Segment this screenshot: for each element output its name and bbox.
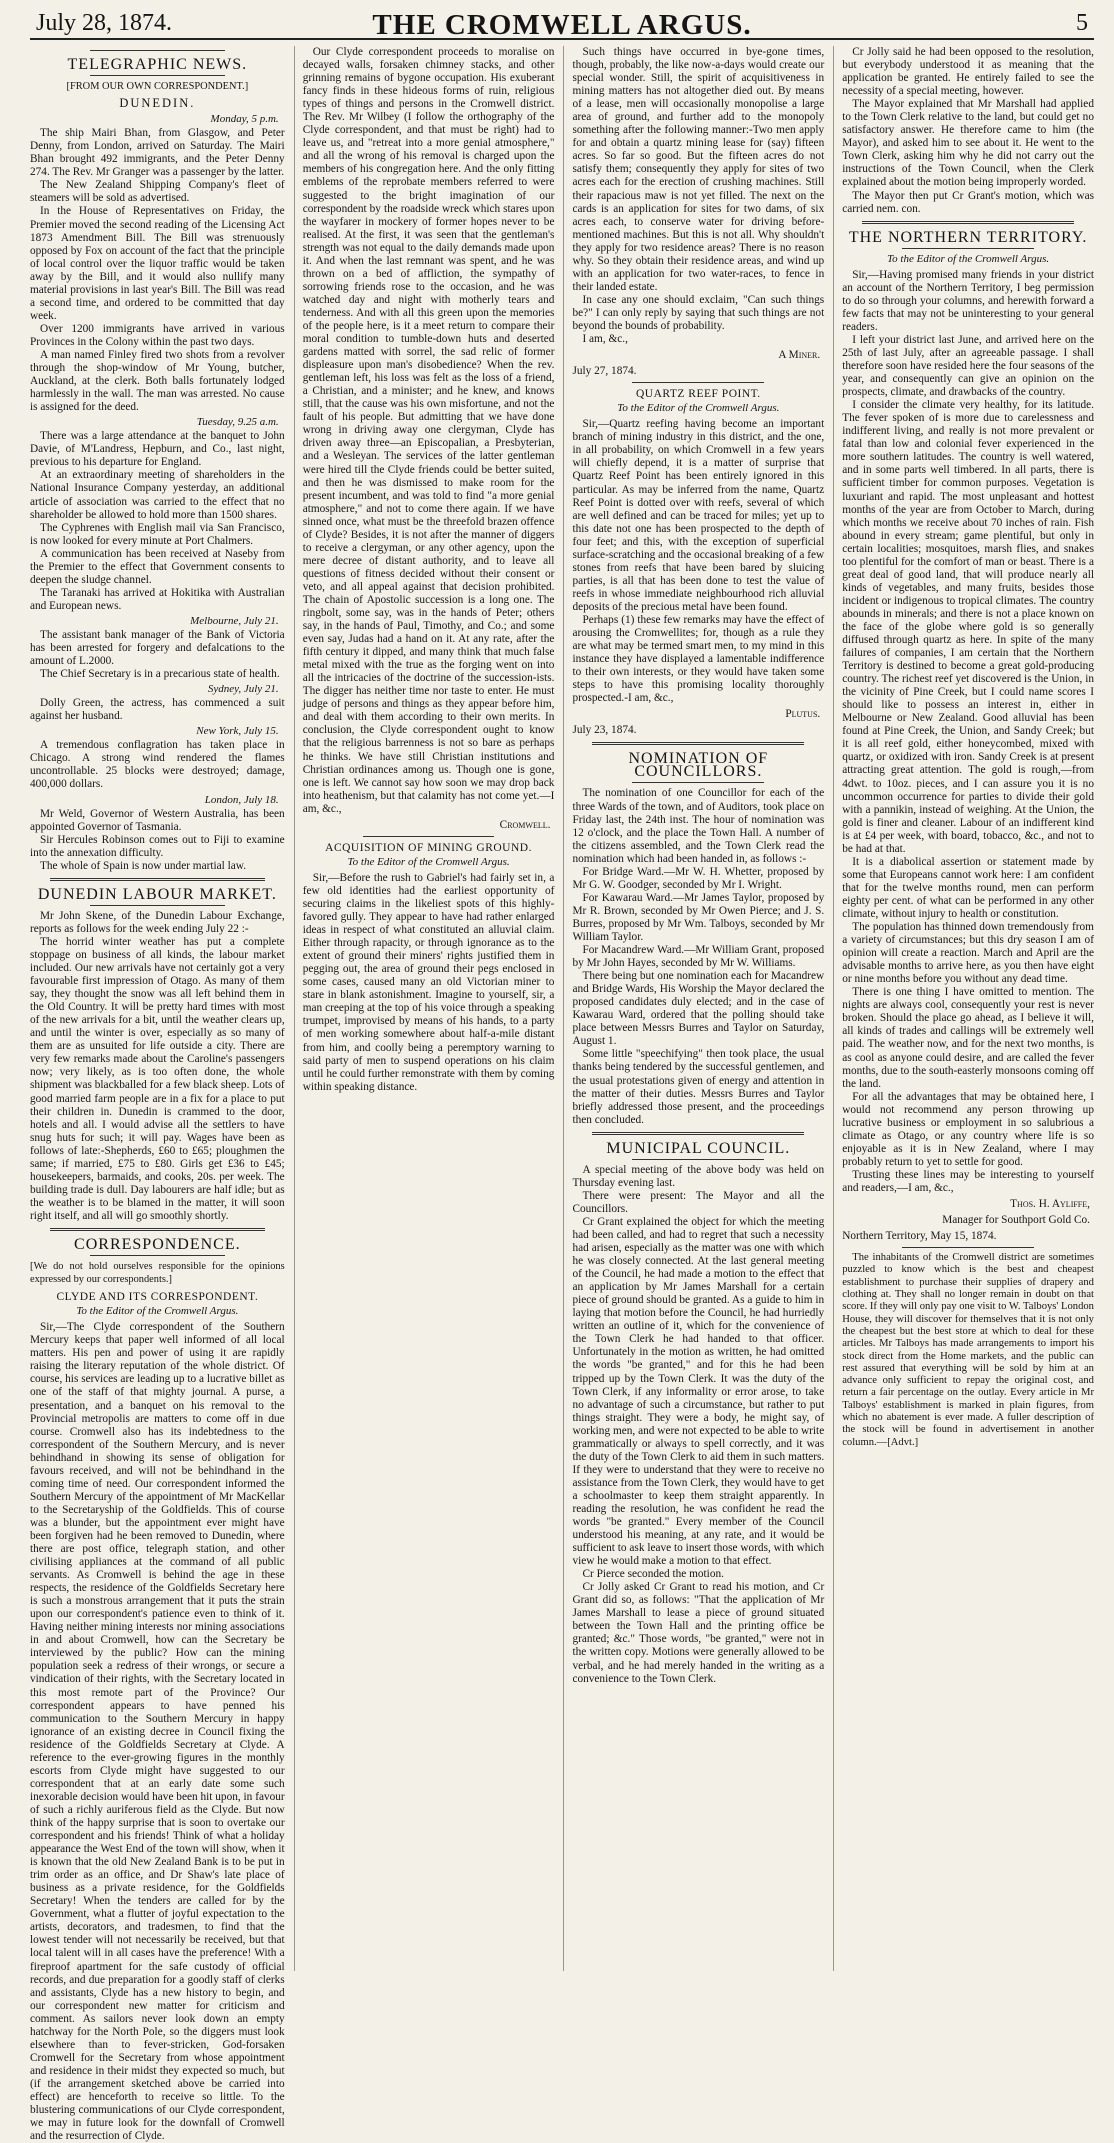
dateline: Sydney, July 21.: [207, 683, 279, 696]
paragraph: Sir,—The Clyde correspondent of the Southern Mercury keeps that paper well informed of all local matters. His pen and power of using it are rapidly raising the literary reputation of the whole district. Of course, his services are leading up to a lucrative billet as one of the staff of that mighty journal. A purse, a presentation, and a banquet on his removal to the Provincial metropolis are matters to come off in due course. Cromwell also has its indebtedness to the correspondent of the Southern Mercury, and is never behindhand in showing its sense of obligation for favours received, and will not be behindhand in the coming time of need. Our correspondent informed the Southern Mercury of the appointment of Mr MacKellar to the Secretaryship of the Goldfields. This of course was a blunder, but the appointment ever might have been forgiven had he been removed to Dunedin, where there are post office, telegraph station, and other civilising appliances at the command of all public servants. As Cromwell is behind the age in these respects, the residence of the Goldfields Secretary here is such a monstrous arrangement that it puts the strain upon our correspondent's patience even to think of it. Having neither mining interests nor mining associations in and about Cromwell, how can the Secretary be interviewed by the public? How can the mining population seek a redress of their wrongs, or secure a vindication of their rights, with the Secretary located in this most remote part of the Province? Our correspondent appears to have penned his communication to the Southern Mercury in happy ignorance of an existing decree in Council fixing the residence of the Goldfields Secretary at Clyde. A reference to the ever-growing figures in the monthly escorts from Clyde might have suggested to our correspondent that at an early date some such inexorable decision would have been hit upon, in favour of such a richly auriferous field as the Clyde. But now think of the happy surprise that is soon to overtake our correspondent and his friends! Think of what a holiday appearance the West End of the town will show, when it is known that the old New Zealand Bank is to be put in trim order as an office, and Dr Shaw's late place of business as a private residence, for the Goldfields Secretary! When the tenders are called for by the Government, what a flutter of joyful expectation to the artists, decorators, and tradesmen, to find that the lowest tender will not necessarily be received, but that local talent will in all cases have the preference! With a fireproof apartment for the safe custody of official records, and due preparation for a goodly staff of clerks and assistants, Clyde has a new history to begin, and our correspondent new matter for criticism and comment. As sailors never look down an empty hatchway for the North Pole, so the diggers must look elsewhere than to fever-stricken, God-forsaken Cromwell for the Secretary from whose appointment and residence in their midst they expected so much, but (if the arrangement sketched above be carried into effect) are henceforth to receive so little. To the blustering communications of our Clyde correspondent, we may in future look for the downfall of Cromwell and the resurrection of Clyde.: [30, 1321, 285, 2143]
to-editor: To the Editor of the Cromwell Argus.: [76, 1305, 239, 1318]
paragraph: The horrid winter weather has put a complete stoppage on business of all kinds, the labour market included. Our new arrivals have not certainly got a very favourable first impression of Otago. As many of them say, they thought the snow was all left behind them in the Old Country. It will be pretty hard times with most of the new arrivals for a bit, until the weather clears up, and until the winter is over, especially as so many of them are as unsuited for life outside a city. There are very few remarks made about the Caroline's passengers now; very likely, as is too often done, the whole shipment was blackballed for a few black sheep. Lots of good married farm people are in a fix for a place to put their children in. Dunedin is crammed to the door, hotels and all. I would advise all the settlers to have snug huts for such; it will pay. Wages have been as follows of late:-Shepherds, £60 to £65; ploughmen the same; if married, £75 to £80. Girls get £36 to £45; housekeepers, barmaids, and cooks, 20s. per week. The building trade is dull. Day labourers are half idle; but as the weather is to be blamed in the matter, it will soon right itself, and all will go smoothly shortly.: [30, 935, 285, 1222]
paragraph: In the House of Representatives on Friday, the Premier moved the second reading of the Licensing Act 1873 Amendment Bill. The Bill was strenuously opposed by Fox on account of the fact that the principle of local control over the liquor traffic would be taken away by the Bill, and it would also nullify many material provisions in last year's Bill. The Bill was read a second time, and ordered to be committed that day week.: [30, 205, 285, 322]
signature: Cromwell.: [499, 818, 551, 831]
paragraph: Such things have occurred in bye-gone times, though, probably, the like now-a-days would create our special wonder. Still, the spirit of acquisitiveness in mining matters has not altogether died out. By means of a lease, men will occasionally monopolise a large area of ground, and further add to the monopoly something after the following manner:-Two men apply for and obtain a quartz mining lease for (say) fifteen acres. So far so good. But the fifteen acres do not satisfy them; consequently they apply for sites of two acres each for the erection of crushing machines. Still their rapacious maw is not yet filled. The next on the cards is an application for sites for two dams, of six acres each, to conserve water for driving before-mentioned machines. But this is not all. Why shouldn't they apply for two residence areas? There is no reason why. So they obtain their residence areas, and wind up with an application for two water-races, to fence in their landed estate.: [572, 46, 825, 293]
paragraph: Cr Grant explained the object for which the meeting had been called, and had to regret that such a necessity had arisen, especially as the matter was one with which he was closely connected. At the last general meeting of the Council, he had made a motion to the effect that an application by Mr James Marshall for a certain piece of ground should be granted. As a guide to him in laying that motion before the Council, he had hurriedly written an outline of it, which for the convenience of the Town Clerk he had handed to that officer. Unfortunately in the motion as written, he had omitted the words "be granted," and for this he had been tripped up by the Town Clerk. It was the duty of the Town Clerk, if any informality or error arose, to take no advantage of such a circumstance, but rather to put things straight. They were a body, he might say, of working men, and were not expected to be able to write grammatically or always to spell correctly, and it was the duty of the Town Clerk to aid them in such matters. If they were to understand that they were to receive no assistance from the Town Clerk, they would have to get a schoolmaster to keep them straight apparently. In reading the resolution, he was confident he read the words "be granted." Every member of the Council understood his meaning, at any rate, and it would be sufficient to ask leave to insert those words, with which view he would make a motion to that effect.: [572, 1215, 825, 1568]
column-2: [294, 46, 555, 1971]
paragraph: For all the advantages that may be obtained here, I would not recommend any person throwing up lucrative business or employment in so salubrious a climate as Otago, or any country where life is so enjoyable as it is in New Zealand, where I may probably return to yet to settle for good.: [842, 1090, 1094, 1168]
paragraph: Sir,—Having promised many friends in your district an account of the Northern Territory, I beg permission to do so through your columns, and herewith forward a few facts that may not be uninteresting to your general readers.: [842, 268, 1094, 333]
paragraph: Over 1200 immigrants have arrived in various Provinces in the Colony within the past two days.: [30, 322, 285, 348]
paragraph: A tremendous conflagration has taken place in Chicago. A strong wind rendered the flames uncontrollable. 25 blocks were destroyed; damage, 400,000 dollars.: [30, 739, 285, 791]
to-editor: To the Editor of the Cromwell Argus.: [887, 252, 1050, 265]
dateline: Melbourne, July 21.: [190, 614, 279, 627]
paragraph: Sir,—Before the rush to Gabriel's had fairly set in, a few old identities had the earliest opportunity of securing claims in the likeliest spots of this highly-favored gully. They appear to have had rather enlarged ideas in respect of what constituted an alluvial claim. Either through rapacity, or through ignorance as to the extent of ground their miners' rights justified them in pegging out, the area of ground their pegs enclosed in some cases, caused many an old Victorian miner to stare in blank astonishment. Imagine to yourself, sir, a man creeping at the top of his voice through a speaking trumpet, improvised by means of his hands, to a party of men working somewhere about half-a-mile distant from him, and coolly being a peremptory warning to said party of men to suspend operations on his claim until he could further remonstrate with them by coming within speaking distance.: [302, 871, 555, 1093]
paragraph: The Mayor then put Cr Grant's motion, which was carried nem. con.: [842, 189, 1094, 215]
paragraph: There were present: The Mayor and all the Councillors.: [572, 1189, 825, 1215]
paragraph: For Macandrew Ward.—Mr William Grant, proposed by Mr John Hayes, seconded by Mr W. Williams.: [572, 944, 825, 970]
disclaimer: [We do not hold ourselves responsible for the opinions expressed by our correspondents.]: [30, 1261, 285, 1286]
paragraph: Cr Jolly said he had been opposed to the resolution, but everybody understood it as meaning that the application be granted. He entirely failed to see the necessity of a special meeting, however.: [842, 46, 1094, 98]
quartz-reef-heading: QUARTZ REEF POINT.: [635, 388, 761, 401]
paragraph: The whole of Spain is now under martial law.: [40, 859, 247, 872]
dateline: New York, July 15.: [196, 725, 279, 738]
letter-date: July 27, 1874.: [572, 365, 637, 378]
paragraph: Some little "speechifying" then took place, the usual thanks being tendered by the successful gentlemen, and the usual protestations given of energy and attention in the matter of their duties. Messrs Burres and Taylor briefly addressed those present, and the proceedings then concluded.: [572, 1048, 825, 1126]
page-number: 5: [1076, 10, 1088, 36]
dunedin-heading: DUNEDIN.: [119, 96, 196, 111]
telegraphic-heading: TELEGRAPHIC NEWS.: [67, 56, 248, 73]
labour-market-heading: DUNEDIN LABOUR MARKET.: [37, 885, 277, 903]
dateline: London, July 18.: [204, 793, 279, 806]
paragraph: The Taranaki has arrived at Hokitika with Australian and European news.: [30, 586, 285, 612]
paragraph: Trusting these lines may be interesting to yourself and readers,—I am, &c.,: [842, 1168, 1094, 1194]
columns: [30, 46, 1094, 2143]
paragraph: At an extraordinary meeting of shareholders in the National Insurance Company yesterday, an additional article of association was carried to the effect that no shareholder be allowed to hold more than 1500 shares.: [30, 469, 285, 521]
paragraph: The Cyphrenes with English mail via San Francisco, is now looked for every minute at Port Chalmers.: [30, 521, 285, 547]
municipal-heading: MUNICIPAL COUNCIL.: [606, 1139, 791, 1157]
paragraph: I am, &c.,: [582, 333, 628, 346]
to-editor: To the Editor of the Cromwell Argus.: [347, 855, 510, 868]
to-editor: To the Editor of the Cromwell Argus.: [617, 402, 780, 415]
signature: Plutus.: [785, 708, 821, 721]
paragraph: A special meeting of the above body was held on Thursday evening last.: [572, 1163, 825, 1189]
letter-date: Northern Territory, May 15, 1874.: [842, 1230, 997, 1243]
paragraph: Our Clyde correspondent proceeds to moralise on decayed walls, forsaken chimney stacks, and other grinning remains of bygone occupation. His exuberant fancy finds in these hideous forms of ruin, religious types of things and persons in the Cromwell district. The Rev. Mr Wilbey (I follow the orthography of the Clyde correspondent, and that must be right) had to leave us, and "retreat into a more genial atmosphere," and all the wrong of his removal is charged upon the members of his congregation here. And the only fitting emblems of the reprobate members referred to were suggested to the bright imagination of our correspondent by the roadside wreck which stares upon the wayfarer in mockery of former hopes never to be realised. At the first, it was seen that the gentleman's strength was not equal to the daily demands made upon it. And when the last remnant was spent, and he was thrown on a bed of affliction, the sympathy of sorrowing friends rose to the occasion, and he was watched day and night with motherly tears and tenderness. And with all this green upon the memories of the people here, is it a meet return to compare their moral condition to tumble-down huts and deserted gardens matted with sorrel, the sad relic of former displeasure upon man's disobedience? When the rev. gentleman left, his loss was felt as the loss of a friend, a Christian, and a minister; and he knew, and knows still, that the cause was his own misfortune, and not the fault of his people. But admitting that we have done wrong in driving away one clergyman, Clyde has driven away three—an Episcopalian, a Presbyterian, and a Wesleyan. The services of the latter gentleman were hired till the Clyde friends could be better suited, and then he was dismissed to make room for the present incumbent, and was told to find "a more genial atmosphere," and not to come there again. If we have sinned once, what must be the threefold brazen offence of Clyde? Besides, it is not after the manner of diggers to receive a clergyman, or any other agency, upon the mere decree of distant authority, and to leave all questions of fitness decided without their consent or veto, and all appeal against that decision prohibited. The chain of Apostolic succession is a long one. The ringbolt, some say, was in the hands of Peter; others say, in the hands of Paul, Timothy, and Co.; and some even say, Judas had a hand on it. At any rate, after the fifth century it dipped, and many think that much false metal mixed with the true as the forging went on into all the intricacies of the doctrine of the succession-ists. The digger has neither time nor taste to enter. He must judge of persons and things as they appear before him, and deal with them according to their own merits. In conclusion, the Clyde correspondent ought to know that the religious barrenness is not so bare as perhaps he thinks. We have still Christian institutions and Christian ordinances among us. Though one is gone, one is left. We cannot say how soon we may drop back into heathenism, but that calamity has not come yet.—I am, &c.,: [302, 46, 555, 815]
dateline: Tuesday, 9.25 a.m.: [196, 416, 279, 429]
letter-date: July 23, 1874.: [572, 724, 637, 737]
issue-date: July 28, 1874.: [36, 10, 173, 36]
column-3: [563, 46, 824, 1971]
northern-territory-heading: THE NORTHERN TERRITORY.: [848, 228, 1088, 246]
paragraph: There is one thing I have omitted to mention. The nights are always cool, consequently your rest is never broken. Should the place go ahead, as I believe it will, all kinds of trades and callings will be extremely well paid. The weather now, and for the next two months, is as cool as anyone could desire, and are called the fever months, due to the south-easterly monsoons coming off the land.: [842, 986, 1094, 1090]
paragraph: Cr Jolly asked Cr Grant to read his motion, and Cr Grant did so, as follows: "That the application of Mr James Marshall to lease a piece of ground situated between the Town Hall and the printing office be granted; &c." Those words, "be granted," were not in the written copy. Motions were generally allowed to be verbal, and he had merely handed in the writing as a convenience to the Town Clerk.: [572, 1581, 825, 1685]
paragraph: The population has thinned down tremendously from a variety of circumstances; but this dry season I am of opinion will create a reaction. March and April are the advisable months to arrive here, as you then have eight or nine months before you without any dead time.: [842, 921, 1094, 986]
masthead: [30, 8, 1094, 40]
acquisition-heading: ACQUISITION OF MINING GROUND.: [325, 841, 532, 854]
paragraph: Sir Hercules Robinson comes out to Fiji to examine into the annexation difficulty.: [30, 833, 285, 859]
dateline: Monday, 5 p.m.: [210, 113, 279, 126]
paragraph: The Mayor explained that Mr Marshall had applied to the Town Clerk relative to the land, but could get no satisfactory answer. He therefore came to him (the Mayor), and asked him to see about it. He went to the Town Clerk, asking him why he did not carry out the instructions of the Town Council, when the Clerk explained about the motion being improperly worded.: [842, 98, 1094, 189]
paragraph: There was a large attendance at the banquet to John Davie, of M'Landress, Hepburn, and Co., last night, previous to his departure for England.: [30, 430, 285, 469]
paragraph: The Chief Secretary is in a precarious state of health.: [40, 668, 280, 681]
paragraph: Perhaps (1) these few remarks may have the effect of arousing the Cromwellites; for, though as a rule they are what may be termed smart men, to my mind in this instance they have displayed a lamentable indifference to their own interests, or they would have taken some steps to have this promising locality thoroughly prospected.-I am, &c.,: [572, 613, 825, 705]
signature: A Miner.: [778, 349, 821, 362]
signature-title: Manager for Southport Gold Co.: [942, 1214, 1090, 1227]
paragraph: The ship Mairi Bhan, from Glasgow, and Peter Denny, from London, arrived on Saturday. The Mairi Bhan brought 492 immigrants, and the Peter Denny 274. The Rev. Mr Granger was a passenger by the latter.: [30, 127, 285, 179]
paragraph: I left your district last June, and arrived here on the 25th of last July, after an agreeable passage. I shall therefore soon have resided here the four seasons of the year, and consequently can give an opinion on the prospects, climate, and drawbacks of the country.: [842, 333, 1094, 399]
paragraph: Mr John Skene, of the Dunedin Labour Exchange, reports as follows for the week ending July 22 :-: [30, 909, 285, 935]
column-4: [833, 46, 1094, 1971]
paragraph: In case any one should exclaim, "Can such things be?" I can only reply by saying that such things are not beyond the bounds of probability.: [572, 293, 825, 332]
paragraph: A communication has been received at Naseby from the Premier to the effect that Government consents to deepen the sludge channel.: [30, 547, 285, 586]
own-correspondent-note: [FROM OUR OWN CORRESPONDENT.]: [66, 81, 249, 93]
paragraph: The assistant bank manager of the Bank of Victoria has been arrested for forgery and defalcations to the amount of L.2000.: [30, 628, 285, 668]
newspaper-title: THE CROMWELL ARGUS.: [372, 9, 752, 41]
advertisement: The inhabitants of the Cromwell district are sometimes puzzled to know which is the best and cheapest establishment to purchase their supplies of drapery and clothing at. They shall no longer remain in doubt on that score. If they will only pay one visit to W. Talboys' London House, they will discover for themselves that it is not only the cheapest but the best store at which to deal for these articles. Mr Talboys has made arrangements to import his stock direct from the Home markets, and the public can rest assured that everything will be sold by him at an advance only sufficient to repay the original cost, and return a fair percentage on the outlay. Every article in Mr Talboys' establishment is marked in plain figures, from which no abatement is ever made. A fuller description of the stock will be found in advertisement in another column.—[Advt.]: [842, 1252, 1094, 1448]
paragraph: For Bridge Ward.—Mr W. H. Whetter, proposed by Mr G. W. Goodger, seconded by Mr I. Wright.: [572, 865, 825, 891]
paragraph: A man named Finley fired two shots from a revolver through the shop-window of Mr Young, butcher, Auckland, at the clerk. Both balls fortunately lodged harmlessly in the wall. The man was arrested. No cause is assigned for the deed.: [30, 348, 285, 414]
correspondence-heading: CORRESPONDENCE.: [74, 1235, 241, 1253]
clyde-heading: CLYDE AND ITS CORRESPONDENT.: [56, 1291, 259, 1304]
paragraph: It is a diabolical assertion or statement made by some that Europeans cannot work here: I am confident that for the twelve months round, men can perform eighty per cent. of what can be performed in any other climate, without injury to health or constitution.: [842, 855, 1094, 920]
paragraph: The New Zealand Shipping Company's fleet of steamers will be sold as advertised.: [30, 179, 285, 205]
paragraph: For Kawarau Ward.—Mr James Taylor, proposed by Mr R. Brown, seconded by Mr Owen Pierce; and J. S. Burres, proposed by Mr Wm. Talboys, seconded by Mr William Taylor.: [572, 891, 825, 943]
nomination-heading: NOMINATION OF COUNCILLORS.: [628, 750, 769, 781]
paragraph: Cr Pierce seconded the motion.: [582, 1568, 724, 1581]
paragraph: Dolly Green, the actress, has commenced a suit against her husband.: [30, 697, 285, 723]
paragraph: The nomination of one Councillor for each of the three Wards of the town, and of Auditors, took place on Friday last, the 24th inst. The hour of nomination was 12 o'clock, and the place the Town Hall. A number of the citizens assembled, and the Town Clerk read the nomination which had been handed in, as follows :-: [572, 787, 825, 865]
signature: Thos. H. Ayliffe,: [1010, 1198, 1090, 1211]
paragraph: There being but one nomination each for Macandrew and Bridge Wards, His Worship the Mayor declared the proposed candidates duly elected; and in the case of Kawarau Ward, ordered that the polling should take place between Messrs Burres and Taylor on Saturday, August 1.: [572, 970, 825, 1048]
paragraph: Mr Weld, Governor of Western Australia, has been appointed Governor of Tasmania.: [30, 807, 285, 833]
paragraph: Sir,—Quartz reefing having become an important branch of mining industry in this district, and the one, in all probability, on which Cromwell in a few years will chiefly depend, it is a matter of surprise that Quartz Reef Point has been entirely ignored in this particular. As may be inferred from the name, Quartz Reef Point is dotted over with reefs, several of which are well defined and can be traced for miles; yet up to this date not one has been prospected to the depth of four feet; and this, with the exception of superficial surface-scratching and the occasional breaking of a few stones from reefs that have been bared by sluicing parties, is all that has been done to test the value of reefs in whose immediate neighbourhood rich alluvial deposits of the precious metal have been found.: [572, 418, 825, 613]
column-1: [30, 46, 285, 2143]
paragraph: I consider the climate very healthy, for its latitude. The fever spoken of is more due to carelessness and indifferent living, and really is not more prevalent or fatal than low and colonial fever experienced in the more southern latitudes. The country is well watered, and in some parts well timbered. In all parts, there is sufficient timber for common purposes. Vegetation is luxuriant and rapid. The most unpleasant and hottest months of the year are from October to March, during which months we receive about 70 inches of rain. Fish abound in every stream; game plentiful, but only in certain localities; mosquitoes, marsh flies, and snakes too plentiful for the comfort of man or beast. There is a great deal of good land, that will produce nearly all kinds of vegetables, and many fruits, besides those incident or indigenous to tropical climates. The country abounds in minerals; and there is not a place known on the face of the globe where gold is so generally diffused through quartz as here. In spite of the many failures of companies, I am certain that the Northern Territory is destined to become a great gold-producing country. The richest reef yet discovered is the Union, in the vicinity of Pine Creek, but I could name scores I should like to possess an interest in, either in Melbourne or New Zealand. Good alluvial has been found at Pine Creek, the Union, and Sandy Creek; but it is all reef gold, either honeycombed, mixed with quartz, or oxidized with iron. Sandy Creek is at present attracting great attention. The gold is rough,—from 4dwt. to 10oz. pieces, and I can assure you it is no uncommon occurrence for parties to divide their gold with a pannikin, instead of weighing. At the Union, the gold is finer and cleaner. Labour of an indifferent kind is at £4 per week, with board, tobacco, &c., and not to be had at that.: [842, 399, 1094, 855]
